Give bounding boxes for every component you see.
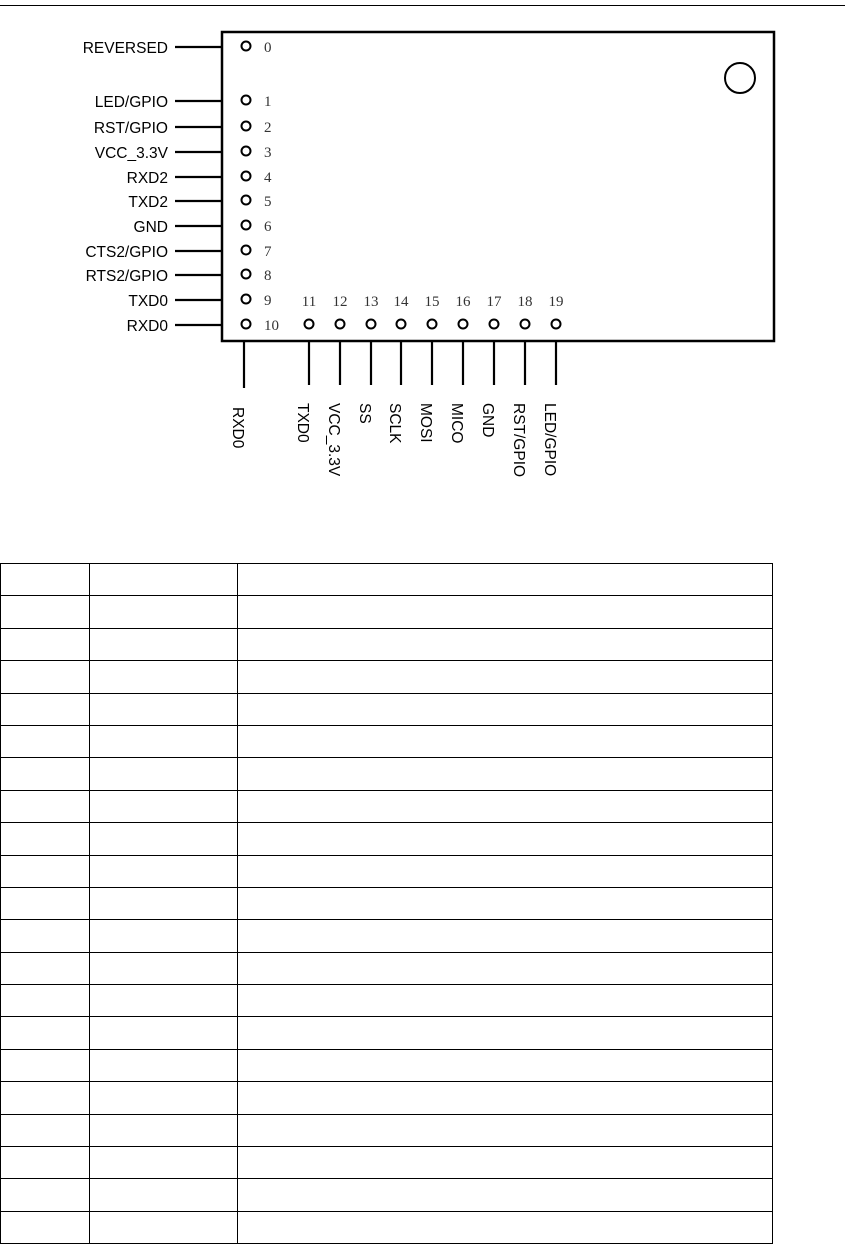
table-cell: [238, 985, 773, 1017]
left-pin-number: 6: [264, 219, 272, 235]
left-pin-number: 4: [264, 170, 272, 186]
pin-pad-icon: [428, 320, 437, 329]
bottom-pin-label: MICO: [448, 403, 465, 444]
bottom-pin-group: [229, 294, 564, 477]
bottom-pin-label: SS: [356, 403, 373, 424]
pin-pad-icon: [242, 147, 251, 156]
pin-description-table: [0, 563, 773, 1244]
table-cell: [1, 855, 90, 887]
left-pin-label: GND: [133, 219, 168, 236]
table-cell: [238, 693, 773, 725]
left-pin-label: VCC_3.3V: [94, 145, 168, 162]
bottom-pin-number: 13: [363, 294, 379, 310]
table-row: [1, 1082, 773, 1114]
pin10-bottom-label: RXD0: [229, 407, 246, 449]
table-cell: [1, 1114, 90, 1146]
left-pin-number: 5: [264, 194, 272, 210]
table-cell: [238, 758, 773, 790]
table-cell: [1, 1017, 90, 1049]
table-cell: [1, 887, 90, 919]
bottom-pin-number: 16: [455, 294, 471, 310]
table-cell: [238, 1017, 773, 1049]
table-cell: [90, 628, 238, 660]
table-row: [1, 855, 773, 887]
pin-pad-icon: [552, 320, 561, 329]
table-cell: [238, 1147, 773, 1179]
bottom-pin-label: VCC_3.3V: [325, 403, 342, 477]
table-cell: [1, 564, 90, 596]
bottom-pin-number: 14: [393, 294, 409, 310]
table-cell: [238, 1049, 773, 1081]
pin-pad-icon: [305, 320, 314, 329]
table-cell: [238, 920, 773, 952]
left-pin-number: 7: [264, 244, 272, 260]
table-cell: [90, 1017, 238, 1049]
left-pin-label: TXD2: [128, 194, 168, 211]
bottom-pin-number: 12: [332, 294, 348, 310]
table-row: [1, 1017, 773, 1049]
left-pin-number: 1: [264, 94, 272, 110]
table-cell: [1, 1147, 90, 1179]
table-cell: [238, 1211, 773, 1243]
table-cell: [90, 952, 238, 984]
table-row: [1, 758, 773, 790]
module-pinout-diagram: [0, 0, 845, 520]
pin-pad-icon: [490, 320, 499, 329]
table-row: [1, 725, 773, 757]
pin-pad-icon: [242, 96, 251, 105]
left-pin-number: 3: [264, 145, 272, 161]
table-row: [1, 887, 773, 919]
pin-pad-icon: [521, 320, 530, 329]
table-cell: [238, 855, 773, 887]
left-pin-label: REVERSED: [82, 40, 168, 57]
left-pin-label: TXD0: [128, 293, 168, 310]
pin-pad-icon: [242, 320, 251, 329]
bottom-pin-number: 15: [424, 294, 440, 310]
table-cell: [1, 1179, 90, 1211]
table-row: [1, 823, 773, 855]
bottom-pin-label: GND: [479, 403, 496, 438]
table-cell: [1, 1211, 90, 1243]
table-cell: [238, 661, 773, 693]
pin-pad-icon: [459, 320, 468, 329]
left-pin-label: RST/GPIO: [93, 120, 168, 137]
table-cell: [90, 985, 238, 1017]
table-cell: [1, 823, 90, 855]
table-cell: [90, 855, 238, 887]
pin-pad-icon: [242, 246, 251, 255]
table-row: [1, 564, 773, 596]
bottom-pin-label: RST/GPIO: [510, 403, 527, 478]
bottom-pin-number: 18: [517, 294, 533, 310]
table-cell: [90, 564, 238, 596]
table-cell: [238, 952, 773, 984]
table-row: [1, 1179, 773, 1211]
table-cell: [90, 596, 238, 628]
pin-pad-icon: [242, 42, 251, 51]
table-cell: [238, 823, 773, 855]
table-cell: [90, 1114, 238, 1146]
table-cell: [1, 985, 90, 1017]
table-cell: [90, 661, 238, 693]
left-pin-group: [83, 40, 279, 335]
table-cell: [238, 596, 773, 628]
left-pin-label: RXD0: [126, 318, 168, 335]
table-cell: [238, 790, 773, 822]
table-cell: [238, 725, 773, 757]
table-cell: [1, 628, 90, 660]
table-row: [1, 1147, 773, 1179]
table-cell: [90, 725, 238, 757]
table-cell: [1, 758, 90, 790]
table-cell: [238, 1082, 773, 1114]
bottom-pin-number: 11: [301, 294, 317, 310]
table-cell: [1, 920, 90, 952]
left-pin-number: 2: [264, 120, 272, 136]
table-row: [1, 628, 773, 660]
pin-pad-icon: [242, 172, 251, 181]
table-cell: [1, 693, 90, 725]
table-cell: [90, 1211, 238, 1243]
bottom-pin-label: LED/GPIO: [541, 403, 558, 477]
table-cell: [90, 887, 238, 919]
pin-pad-icon: [242, 221, 251, 230]
bottom-pin-number: 17: [486, 294, 502, 310]
table-cell: [238, 628, 773, 660]
table-row: [1, 952, 773, 984]
table-cell: [1, 725, 90, 757]
table-row: [1, 661, 773, 693]
left-pin-number: 0: [264, 40, 272, 56]
left-pin-number: 10: [264, 318, 279, 334]
table-row: [1, 1114, 773, 1146]
table-cell: [238, 1114, 773, 1146]
table-row: [1, 596, 773, 628]
pin-pad-icon: [367, 320, 376, 329]
table-row: [1, 985, 773, 1017]
table-row: [1, 693, 773, 725]
table-cell: [90, 920, 238, 952]
table-cell: [90, 758, 238, 790]
table-cell: [90, 1147, 238, 1179]
table-row: [1, 790, 773, 822]
table-cell: [1, 952, 90, 984]
table-cell: [238, 564, 773, 596]
table-cell: [90, 693, 238, 725]
table-cell: [238, 887, 773, 919]
table-cell: [90, 790, 238, 822]
table-row: [1, 920, 773, 952]
left-pin-label: RTS2/GPIO: [85, 268, 168, 285]
bottom-pin-label: MOSI: [417, 403, 434, 443]
mounting-hole-icon: [725, 63, 755, 93]
left-pin-number: 8: [264, 268, 272, 284]
left-pin-label: CTS2/GPIO: [85, 244, 168, 261]
table-row: [1, 1049, 773, 1081]
table-cell: [1, 1082, 90, 1114]
pin-pad-icon: [242, 270, 251, 279]
table-cell: [90, 823, 238, 855]
table-cell: [90, 1082, 238, 1114]
bottom-pin-label: TXD0: [294, 403, 311, 443]
left-pin-number: 9: [264, 293, 272, 309]
pin-pad-icon: [242, 196, 251, 205]
table-cell: [1, 790, 90, 822]
pin-pad-icon: [242, 295, 251, 304]
table-cell: [1, 661, 90, 693]
bottom-pin-number: 19: [548, 294, 564, 310]
pin-pad-icon: [397, 320, 406, 329]
table-cell: [90, 1049, 238, 1081]
left-pin-label: RXD2: [126, 170, 168, 187]
table-cell: [238, 1179, 773, 1211]
pin-pad-icon: [242, 122, 251, 131]
bottom-pin-label: SCLK: [386, 403, 403, 444]
table-row: [1, 1211, 773, 1243]
table-cell: [1, 1049, 90, 1081]
table-cell: [90, 1179, 238, 1211]
pin-pad-icon: [336, 320, 345, 329]
table-cell: [1, 596, 90, 628]
left-pin-label: LED/GPIO: [94, 94, 168, 111]
